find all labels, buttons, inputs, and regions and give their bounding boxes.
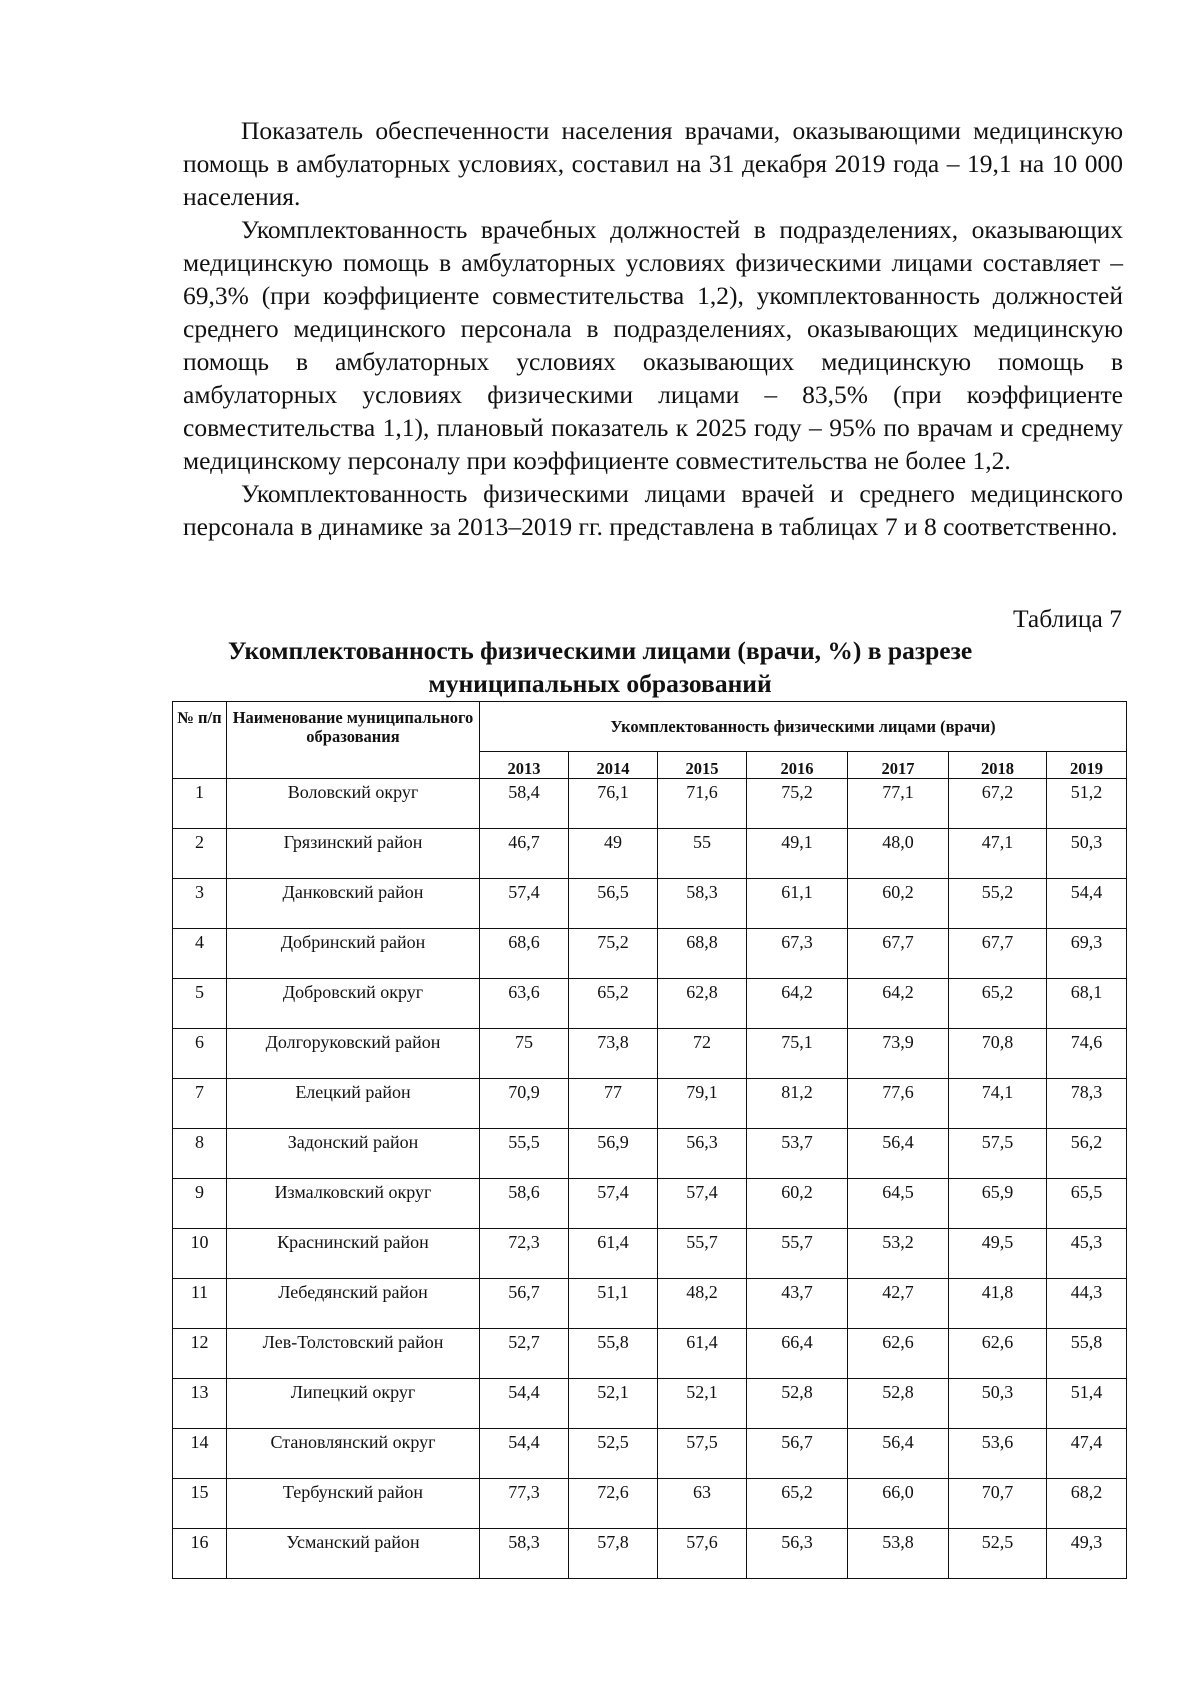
value-cell: 51,2 (1047, 779, 1127, 829)
value-cell: 67,7 (949, 929, 1047, 979)
value-cell: 65,2 (747, 1479, 848, 1529)
value-cell: 56,2 (1047, 1129, 1127, 1179)
value-cell: 72,6 (569, 1479, 658, 1529)
municipality-name: Елецкий район (227, 1079, 480, 1129)
value-cell: 70,9 (480, 1079, 569, 1129)
municipality-name: Добринский район (227, 929, 480, 979)
row-number: 8 (173, 1129, 227, 1179)
header-year: 2015 (658, 752, 747, 779)
table-body (173, 779, 1127, 1579)
value-cell: 49,5 (949, 1229, 1047, 1279)
value-cell: 51,4 (1047, 1379, 1127, 1429)
value-cell: 64,2 (747, 979, 848, 1029)
value-cell: 60,2 (848, 879, 949, 929)
paragraph: Укомплектованность физическими лицами врачей и среднего медицинского персонала в динамике за 2013–2019 гг. представлена в таблицах 7 и 8 соответственно. (183, 479, 1123, 541)
municipality-name: Становлянский округ (227, 1429, 480, 1479)
value-cell: 56,4 (848, 1429, 949, 1479)
value-cell: 68,6 (480, 929, 569, 979)
row-number: 7 (173, 1079, 227, 1129)
value-cell: 53,7 (747, 1129, 848, 1179)
table-row (173, 1429, 1127, 1479)
value-cell: 68,2 (1047, 1479, 1127, 1529)
table-row (173, 1029, 1127, 1079)
value-cell: 66,4 (747, 1329, 848, 1379)
value-cell: 61,4 (658, 1329, 747, 1379)
value-cell: 62,6 (848, 1329, 949, 1379)
municipality-name: Грязинский район (227, 829, 480, 879)
municipality-name: Долгоруковский район (227, 1029, 480, 1079)
table-row (173, 879, 1127, 929)
table-row (173, 979, 1127, 1029)
table-row (173, 829, 1127, 879)
value-cell: 49,1 (747, 829, 848, 879)
header-name: Наименование муниципального образования (227, 702, 480, 779)
value-cell: 57,6 (658, 1529, 747, 1579)
row-number: 14 (173, 1429, 227, 1479)
value-cell: 58,3 (658, 879, 747, 929)
municipality-name: Данковский район (227, 879, 480, 929)
value-cell: 57,8 (569, 1529, 658, 1579)
value-cell: 50,3 (949, 1379, 1047, 1429)
value-cell: 56,3 (658, 1129, 747, 1179)
value-cell: 54,4 (480, 1379, 569, 1429)
value-cell: 71,6 (658, 779, 747, 829)
value-cell: 65,5 (1047, 1179, 1127, 1229)
municipality-name: Липецкий округ (227, 1379, 480, 1429)
value-cell: 52,8 (848, 1379, 949, 1429)
value-cell: 47,1 (949, 829, 1047, 879)
value-cell: 75,1 (747, 1029, 848, 1079)
value-cell: 64,5 (848, 1179, 949, 1229)
row-number: 4 (173, 929, 227, 979)
value-cell: 66,0 (848, 1479, 949, 1529)
value-cell: 53,2 (848, 1229, 949, 1279)
value-cell: 53,6 (949, 1429, 1047, 1479)
value-cell: 74,1 (949, 1079, 1047, 1129)
value-cell: 73,9 (848, 1029, 949, 1079)
value-cell: 67,7 (848, 929, 949, 979)
value-cell: 70,8 (949, 1029, 1047, 1079)
header-year: 2019 (1047, 752, 1127, 779)
header-year: 2018 (949, 752, 1047, 779)
body-text (183, 114, 1123, 543)
municipality-name: Усманский район (227, 1529, 480, 1579)
value-cell: 60,2 (747, 1179, 848, 1229)
staffing-table (172, 701, 1127, 1579)
municipality-name: Измалковский округ (227, 1179, 480, 1229)
paragraph: Показатель обеспеченности населения врачами, оказывающими медицинскую помощь в амбулаторных условиях, составил на 31 декабря 2019 года – 19,1 на 10 000 населения. (183, 116, 1123, 211)
value-cell: 62,8 (658, 979, 747, 1029)
value-cell: 55,7 (747, 1229, 848, 1279)
row-number: 10 (173, 1229, 227, 1279)
value-cell: 55,8 (569, 1329, 658, 1379)
value-cell: 81,2 (747, 1079, 848, 1129)
value-cell: 75,2 (569, 929, 658, 979)
row-number: 3 (173, 879, 227, 929)
municipality-name: Лебедянский район (227, 1279, 480, 1329)
value-cell: 67,2 (949, 779, 1047, 829)
value-cell: 58,4 (480, 779, 569, 829)
value-cell: 56,4 (848, 1129, 949, 1179)
municipality-name: Краснинский район (227, 1229, 480, 1279)
value-cell: 52,5 (569, 1429, 658, 1479)
value-cell: 79,1 (658, 1079, 747, 1129)
value-cell: 51,1 (569, 1279, 658, 1329)
value-cell: 62,6 (949, 1329, 1047, 1379)
value-cell: 55,5 (480, 1129, 569, 1179)
row-number: 16 (173, 1529, 227, 1579)
municipality-name: Лев-Толстовский район (227, 1329, 480, 1379)
value-cell: 61,4 (569, 1229, 658, 1279)
value-cell: 67,3 (747, 929, 848, 979)
value-cell: 75,2 (747, 779, 848, 829)
table-row (173, 1379, 1127, 1429)
value-cell: 68,8 (658, 929, 747, 979)
value-cell: 68,1 (1047, 979, 1127, 1029)
header-group: Укомплектованность физическими лицами (врачи) (480, 702, 1127, 752)
value-cell: 77,3 (480, 1479, 569, 1529)
value-cell: 56,5 (569, 879, 658, 929)
value-cell: 55,7 (658, 1229, 747, 1279)
value-cell: 57,5 (949, 1129, 1047, 1179)
value-cell: 58,6 (480, 1179, 569, 1229)
value-cell: 73,8 (569, 1029, 658, 1079)
value-cell: 45,3 (1047, 1229, 1127, 1279)
header-year: 2017 (848, 752, 949, 779)
row-number: 1 (173, 779, 227, 829)
row-number: 6 (173, 1029, 227, 1079)
value-cell: 52,1 (658, 1379, 747, 1429)
value-cell: 57,4 (658, 1179, 747, 1229)
header-year: 2016 (747, 752, 848, 779)
value-cell: 63 (658, 1479, 747, 1529)
value-cell: 50,3 (1047, 829, 1127, 879)
value-cell: 55,8 (1047, 1329, 1127, 1379)
paragraph: Укомплектованность врачебных должностей в подразделениях, оказывающих медицинскую помощь в амбулаторных условиях физическими лицами составляет – 69,3% (при коэффициенте совместительства 1,2), укомплектованность должностей среднего медицинского персонала в подразделениях, оказывающих медицинскую помощь в амбулаторных условиях оказывающих медицинскую помощь в амбулаторных условиях физическими лицами – 83,5% (при коэффициенте совместительства 1,1), плановый показатель к 2025 году – 95% по врачам и среднему медицинскому персоналу при коэффициенте совместительства не более 1,2. (183, 215, 1123, 475)
value-cell: 56,7 (747, 1429, 848, 1479)
value-cell: 70,7 (949, 1479, 1047, 1529)
value-cell: 65,2 (569, 979, 658, 1029)
value-cell: 76,1 (569, 779, 658, 829)
value-cell: 44,3 (1047, 1279, 1127, 1329)
value-cell: 65,2 (949, 979, 1047, 1029)
value-cell: 56,3 (747, 1529, 848, 1579)
value-cell: 54,4 (480, 1429, 569, 1479)
value-cell: 56,7 (480, 1279, 569, 1329)
row-number: 15 (173, 1479, 227, 1529)
value-cell: 49,3 (1047, 1529, 1127, 1579)
value-cell: 57,4 (569, 1179, 658, 1229)
value-cell: 43,7 (747, 1279, 848, 1329)
value-cell: 49 (569, 829, 658, 879)
value-cell: 75 (480, 1029, 569, 1079)
table-row (173, 1329, 1127, 1379)
value-cell: 64,2 (848, 979, 949, 1029)
municipality-name: Воловский округ (227, 779, 480, 829)
table-row (173, 929, 1127, 979)
value-cell: 52,5 (949, 1529, 1047, 1579)
value-cell: 47,4 (1047, 1429, 1127, 1479)
table-row (173, 779, 1127, 829)
value-cell: 52,1 (569, 1379, 658, 1429)
row-number: 2 (173, 829, 227, 879)
header-year: 2014 (569, 752, 658, 779)
value-cell: 63,6 (480, 979, 569, 1029)
table-row (173, 1179, 1127, 1229)
value-cell: 58,3 (480, 1529, 569, 1579)
row-number: 5 (173, 979, 227, 1029)
municipality-name: Тербунский район (227, 1479, 480, 1529)
row-number: 12 (173, 1329, 227, 1379)
table-row (173, 1279, 1127, 1329)
value-cell: 77 (569, 1079, 658, 1129)
header-number: № п/п (173, 702, 227, 779)
header-year: 2013 (480, 752, 569, 779)
value-cell: 61,1 (747, 879, 848, 929)
value-cell: 48,2 (658, 1279, 747, 1329)
table-row (173, 1129, 1127, 1179)
value-cell: 48,0 (848, 829, 949, 879)
value-cell: 46,7 (480, 829, 569, 879)
value-cell: 55,2 (949, 879, 1047, 929)
value-cell: 65,9 (949, 1179, 1047, 1229)
value-cell: 77,6 (848, 1079, 949, 1129)
table-row (173, 1079, 1127, 1129)
value-cell: 56,9 (569, 1129, 658, 1179)
table-label: Таблица 7 (1012, 604, 1122, 633)
value-cell: 42,7 (848, 1279, 949, 1329)
value-cell: 53,8 (848, 1529, 949, 1579)
row-number: 13 (173, 1379, 227, 1429)
value-cell: 72,3 (480, 1229, 569, 1279)
value-cell: 72 (658, 1029, 747, 1079)
table-row (173, 1479, 1127, 1529)
value-cell: 55 (658, 829, 747, 879)
value-cell: 41,8 (949, 1279, 1047, 1329)
table-caption: Укомплектованность физическими лицами (врачи, %) в разрезе муниципальных образований (227, 636, 973, 698)
value-cell: 57,5 (658, 1429, 747, 1479)
table-row (173, 1529, 1127, 1579)
value-cell: 69,3 (1047, 929, 1127, 979)
row-number: 9 (173, 1179, 227, 1229)
value-cell: 54,4 (1047, 879, 1127, 929)
value-cell: 74,6 (1047, 1029, 1127, 1079)
value-cell: 57,4 (480, 879, 569, 929)
value-cell: 78,3 (1047, 1079, 1127, 1129)
row-number: 11 (173, 1279, 227, 1329)
value-cell: 52,8 (747, 1379, 848, 1429)
municipality-name: Добровский округ (227, 979, 480, 1029)
table-row (173, 1229, 1127, 1279)
municipality-name: Задонский район (227, 1129, 480, 1179)
value-cell: 77,1 (848, 779, 949, 829)
value-cell: 52,7 (480, 1329, 569, 1379)
